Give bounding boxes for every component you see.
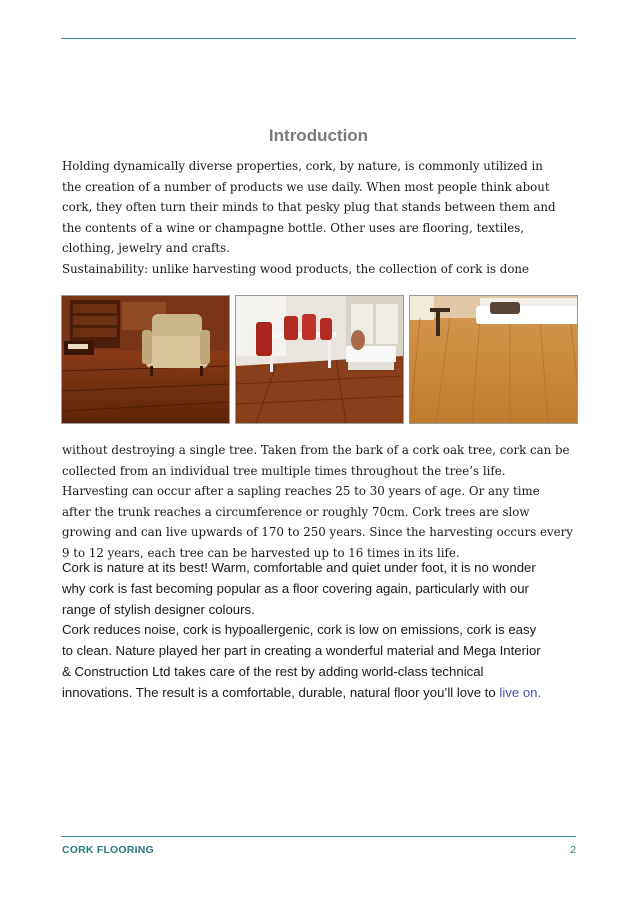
footer-rule	[61, 836, 576, 837]
flooring-photo-strip	[61, 295, 577, 424]
last-line-text: innovations. The result is a comfortable, durable, natural floor you’ll love to	[62, 684, 500, 700]
intro-line: Holding dynamically diverse properties, cork, by nature, is commonly utilized in	[62, 159, 543, 173]
body-line: collected from an individual tree multiple times throughout the tree’s life.	[62, 463, 506, 478]
body-line: growing and can live upwards of 170 to 250 years. Since the harvesting occurs every	[62, 525, 573, 540]
body-line: & Construction Ltd takes care of the rest by adding world-class technical	[62, 663, 484, 679]
section-heading: Introduction	[268, 126, 369, 145]
live-on-link[interactable]: live on.	[499, 684, 542, 700]
body-line: after the trunk reaches a circumference or roughly 70cm. Cork trees are slow	[62, 504, 530, 519]
intro-line: clothing, jewelry and crafts.	[62, 241, 230, 256]
body-line: range of stylish designer colours.	[62, 601, 255, 617]
intro-line: cork, they often turn their minds to that pesky plug that stands between them and	[62, 200, 556, 215]
body-line: why cork is fast becoming popular as a floor covering again, particularly with our	[62, 580, 529, 596]
intro-line: Sustainability: unlike harvesting wood products, the collection of cork is done	[62, 261, 530, 276]
body-line: Cork reduces noise, cork is hypoallergenic, cork is low on emissions, cork is easy	[62, 622, 537, 638]
photo-armchair-room	[61, 295, 230, 424]
body-line: to clean. Nature played her part in creating a wonderful material and Mega Interior	[62, 643, 541, 659]
body-line: without destroying a single tree. Taken from the bark of a cork oak tree, cork can be	[62, 443, 570, 457]
footer-title: CORK FLOORING	[62, 844, 154, 856]
page-number: 2	[570, 844, 576, 856]
photo-dining-room	[235, 295, 404, 424]
body-line: Harvesting can occur after a sapling reaches 25 to 30 years of age. Or any time	[62, 484, 540, 499]
body-line-last	[62, 683, 578, 704]
body-line: 9 to 12 years, each tree can be harvested up to 16 times in its life.	[62, 545, 460, 560]
sustainability-paragraph	[62, 440, 578, 564]
intro-line: the contents of a wine or champagne bottle. Other uses are flooring, textiles,	[62, 220, 525, 235]
photo-sofa-room	[409, 295, 578, 424]
intro-paragraph	[62, 156, 578, 280]
header-rule	[61, 38, 576, 39]
nature-paragraph	[62, 558, 578, 704]
intro-line: the creation of a number of products we use daily. When most people think about	[62, 179, 550, 194]
body-line: Cork is nature at its best! Warm, comfortable and quiet under foot, it is no wonder	[62, 560, 536, 575]
